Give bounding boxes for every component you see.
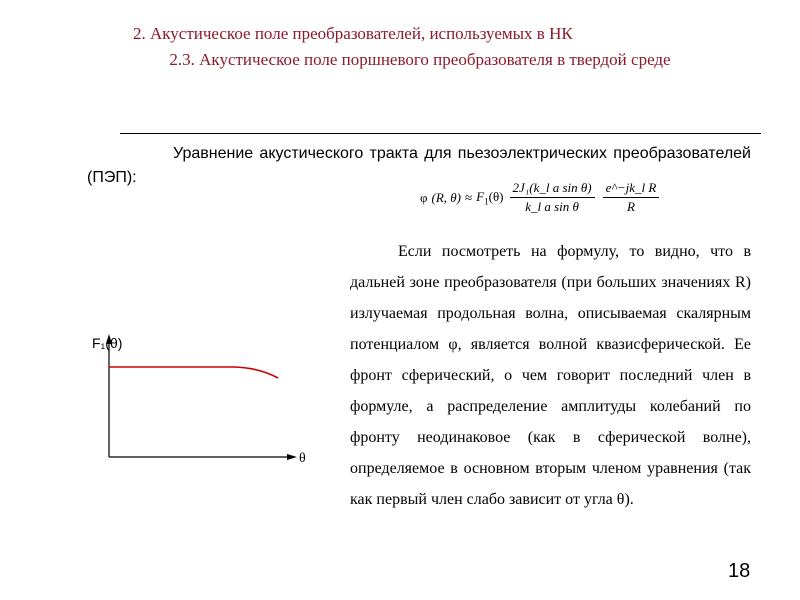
formula-approx: ≈ xyxy=(465,189,473,205)
formula-frac2-den: R xyxy=(627,199,635,214)
subsection-title: 2.3. Акустическое поле поршневого преобразователя в твердой среде xyxy=(169,50,671,69)
formula-fraction-1 xyxy=(510,180,595,215)
explanation-paragraph: Если посмотреть на формулу, то видно, что в дальней зоне преобразователя (при больших значениях R) излучаемая продольная волна, описываемая скалярным потенциалом φ, является волной квазисферической. Ее фронт сферический, о чем говорит последний член в формуле, а распределение амплитуды колебаний по фронту неодинаковое (как в сферической волне), определяемое в основном вторым членом уравнения (так как первый член слабо зависит от угла θ). xyxy=(350,243,751,508)
acoustic-path-formula xyxy=(420,180,661,215)
intro-paragraph: Уравнение акустического тракта для пьезоэлектрических преобразователей (ПЭП): xyxy=(87,145,751,186)
formula-frac2-num: e^−jk_l R xyxy=(603,180,660,198)
divider xyxy=(120,133,761,134)
formula-F-sub: 1 xyxy=(484,196,489,207)
formula-F-args: (θ) xyxy=(488,188,504,204)
formula-frac1-den: k_l a sin θ xyxy=(525,199,579,214)
directivity-graph xyxy=(85,330,315,470)
graph-x-label: θ xyxy=(299,451,306,466)
graph-y-label: F₁(θ) xyxy=(92,335,123,351)
x-axis-arrow xyxy=(287,454,297,460)
directivity-curve xyxy=(109,367,278,378)
formula-frac1-num: 2J₁(k_l a sin θ) xyxy=(510,180,595,198)
page-number: 18 xyxy=(728,560,751,582)
formula-lhs-args: (R, θ) xyxy=(431,189,462,205)
formula-F: F xyxy=(476,188,485,204)
formula-fraction-2 xyxy=(603,180,660,215)
formula-phi: φ xyxy=(420,189,428,205)
section-title: 2. Акустическое поле преобразователей, используемых в НК xyxy=(133,24,573,43)
